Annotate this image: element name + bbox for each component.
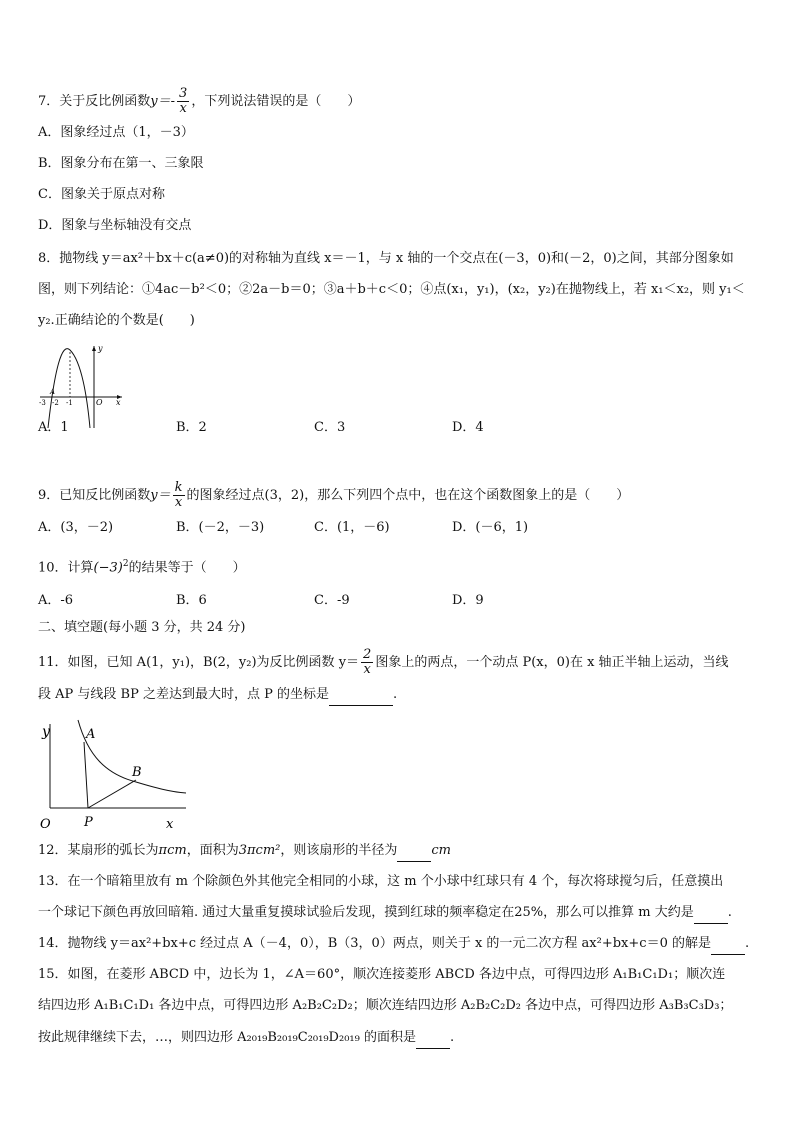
point-a-label: A <box>50 388 56 396</box>
origin-label: O <box>40 817 51 832</box>
answer-blank[interactable] <box>397 841 431 862</box>
tick-label-2: -2 <box>52 399 59 407</box>
tick-label-1: -3 <box>39 399 46 407</box>
q15-stem-line2: 结四边形 A₁B₁C₁D₁ 各边中点，可得四边形 A₂B₂C₂D₂；顺次连结四边形 A₂B₂C₂D₂ 各边中点，可得四边形 A₃B₃C₃D₃； <box>38 998 733 1013</box>
q8-option-a: A．1 <box>38 420 69 435</box>
q7-fraction: $\frac{3}{x}$ <box>179 86 188 116</box>
point-a-label: A <box>86 727 96 742</box>
q8-stem-line2: 图，则下列结论：①4ac－b²＜0；②2a－b＝0；③a＋b＋c＜0；④点(x₁，y₁)，(x₂，y₂)在抛物线上，若 x₁＜x₂，则 y₁＜ <box>38 282 745 297</box>
q10-option-d: D．9 <box>452 593 484 608</box>
q11-fraction: $\frac{2}{x}$ <box>363 647 372 677</box>
x-label: x <box>116 398 121 407</box>
point-b-label: B <box>132 765 142 780</box>
segment-ap <box>84 742 88 808</box>
q11-figure <box>36 716 196 836</box>
q9-option-c: C．(1，－6) <box>314 520 390 535</box>
q10-option-b: B．6 <box>176 593 207 608</box>
q9-stem: 9．已知反比例函数y＝ $\frac{k}{x}$ 的图象经过点(3，2)，那么下列四个点中，也在这个函数图象上的是（ ） <box>38 480 630 510</box>
y-label: y <box>98 344 103 353</box>
tick-label-3: -1 <box>66 399 73 407</box>
q7-option-b: B．图象分布在第一、三象限 <box>38 156 204 171</box>
q8-option-c: C．3 <box>314 420 346 435</box>
q11-stem-line2: 段 AP 与线段 BP 之差达到最大时，点 P 的坐标是 . <box>38 685 397 706</box>
q9-option-b: B．(－2，－3) <box>176 520 265 535</box>
q12-stem: 12．某扇形的弧长为πcm，面积为3πcm²，则该扇形的半径为 cm <box>38 841 451 862</box>
q9-option-a: A．(3，－2) <box>38 520 114 535</box>
origin-label: O <box>96 398 103 407</box>
q7-stem: 7．关于反比例函数y＝- $\frac{3}{x}$ ，下列说法错误的是（ ） <box>38 86 361 116</box>
q13-stem-line1: 13．在一个暗箱里放有 m 个除颜色外其他完全相同的小球，这 m 个小球中红球只有 4 个，每次将球搅匀后，任意摸出 <box>38 874 724 889</box>
q10-stem: 10．计算$(-3)^2$的结果等于（ ） <box>38 559 246 576</box>
answer-blank[interactable] <box>694 903 728 924</box>
q8-option-b: B．2 <box>176 420 207 435</box>
q7-option-c: C．图象关于原点对称 <box>38 187 165 202</box>
q8-option-d: D．4 <box>452 420 484 435</box>
answer-blank[interactable] <box>711 934 745 955</box>
q14-stem: 14．抛物线 y＝ax²+bx+c 经过点 A（－4，0），B（3，0）两点，则关于 x 的一元二次方程 ax²+bx+c＝0 的解是 . <box>38 934 749 955</box>
q15-stem-line1: 15．如图，在菱形 ABCD 中，边长为 1，∠A＝60°，顺次连接菱形 ABCD 各边中点，可得四边形 A₁B₁C₁D₁；顺次连 <box>38 967 726 982</box>
section-heading: 二、填空题(每小题 3 分，共 24 分) <box>38 620 246 635</box>
q11-stem-line1: 11．如图，已知 A(1，y₁)，B(2，y₂)为反比例函数 y＝ $\frac{2}{x}$ 图象上的两点，一个动点 P(x，0)在 x 轴正半轴上运动，当线 <box>38 647 729 677</box>
q10-option-c: C．-9 <box>314 593 350 608</box>
y-label: y <box>42 724 50 740</box>
q15-stem-line3: 按此规律继续下去，…，则四边形 A₂₀₁₉B₂₀₁₉C₂₀₁₉D₂₀₁₉ 的面积是 . <box>38 1028 454 1049</box>
q7-option-a: A．图象经过点（1，－3） <box>38 125 194 140</box>
q10-option-a: A．-6 <box>38 593 74 608</box>
x-label: x <box>166 817 174 832</box>
answer-blank[interactable] <box>416 1028 450 1049</box>
q8-stem-line1: 8．抛物线 y＝ax²＋bx＋c(a≠0)的对称轴为直线 x＝－1，与 x 轴的一个交点在(－3，0)和(－2，0)之间，其部分图象如 <box>38 251 734 266</box>
q13-stem-line2: 一个球记下颜色再放回暗箱. 通过大量重复摸球试验后发现，摸到红球的频率稳定在25%，那么可以推算 m 大约是 . <box>38 903 732 924</box>
y-axis-arrow <box>92 346 96 351</box>
q9-option-d: D．(－6，1) <box>452 520 529 535</box>
answer-blank[interactable] <box>329 685 393 706</box>
q9-fraction: $\frac{k}{x}$ <box>174 480 183 510</box>
q7-option-d: D．图象与坐标轴没有交点 <box>38 218 192 233</box>
q8-stem-line3: y₂.正确结论的个数是( ) <box>38 313 195 328</box>
segment-bp <box>88 780 136 808</box>
point-p-label: P <box>84 815 93 830</box>
